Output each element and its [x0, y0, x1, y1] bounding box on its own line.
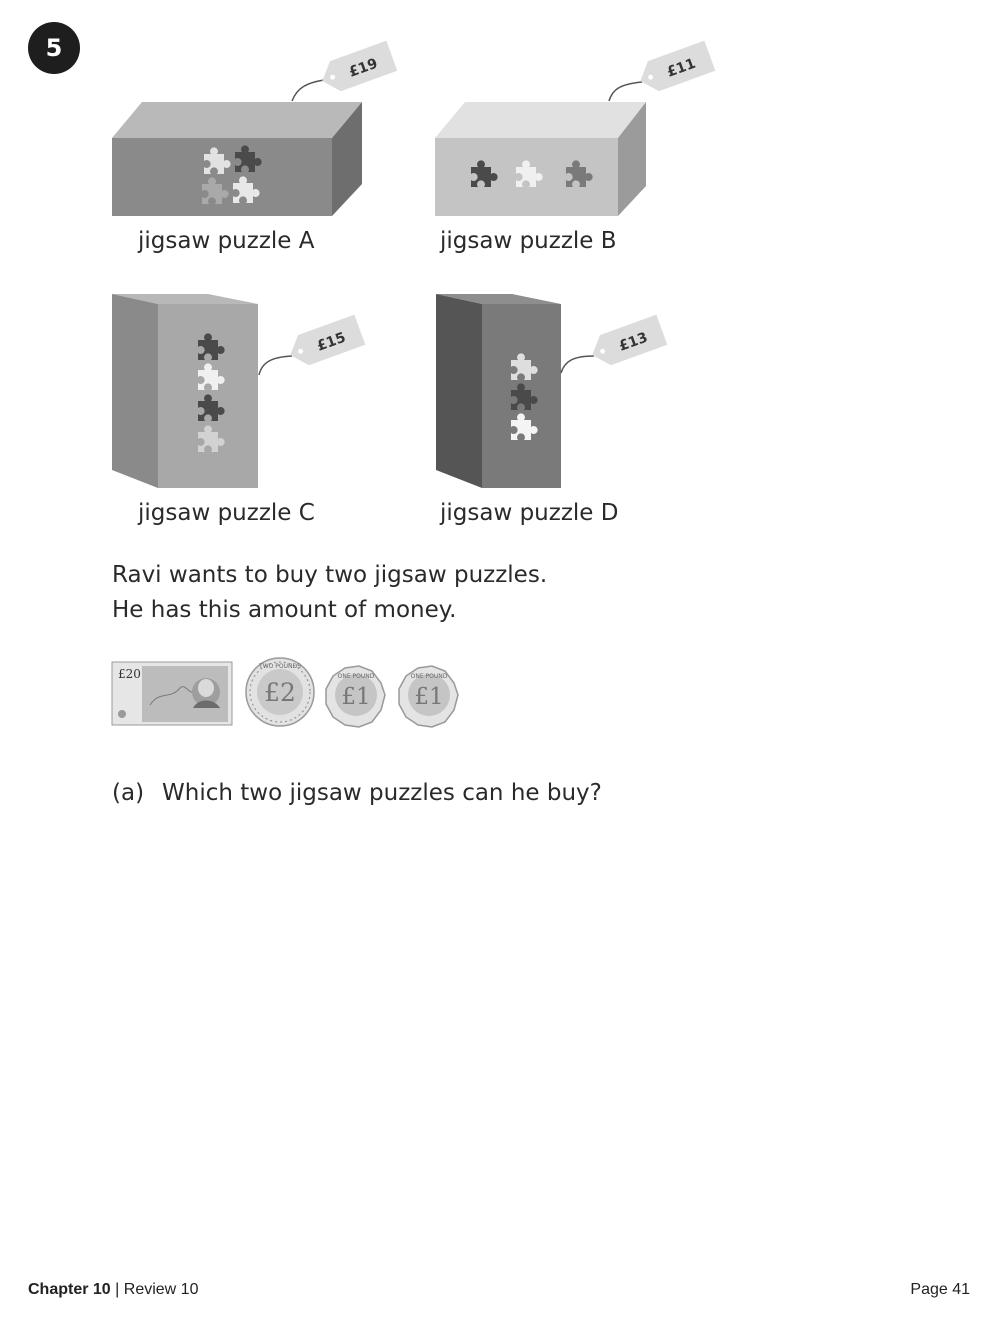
part-a-question: Which two jigsaw puzzles can he buy?	[162, 780, 602, 806]
coin-2-rim-text: ONE POUND	[337, 673, 375, 680]
label-puzzle-b: jigsaw puzzle B	[440, 228, 617, 254]
coin-one-pound-1	[326, 666, 385, 727]
label-puzzle-d: jigsaw puzzle D	[440, 500, 619, 526]
label-puzzle-c: jigsaw puzzle C	[138, 500, 315, 526]
price-tag-c-text: £15	[314, 329, 348, 355]
coin-3-value: £1	[414, 684, 444, 710]
price-tag-d-text: £13	[616, 329, 650, 355]
part-a-label: (a)	[112, 780, 145, 806]
price-tag-b	[635, 41, 715, 96]
footer-page-number: Page 41	[910, 1281, 970, 1298]
coin-two-pounds	[246, 658, 314, 726]
price-tag-c	[285, 315, 365, 370]
coin-1-value: £2	[264, 678, 296, 707]
coin-3-rim-text: ONE POUND	[410, 673, 448, 680]
note-value-text: £20	[118, 667, 141, 681]
box-d-image	[436, 294, 561, 488]
price-tag-b-text: £11	[664, 55, 698, 81]
intro-line-1: Ravi wants to buy two jigsaw puzzles.	[112, 562, 548, 588]
footer-section: Review 10	[123, 1281, 199, 1298]
coin-one-pound-2	[399, 666, 458, 727]
box-a-image	[112, 102, 362, 216]
price-tag-d	[587, 315, 667, 370]
price-tag-a	[317, 41, 397, 96]
coin-2-value: £1	[341, 684, 371, 710]
price-tag-a-text: £19	[346, 55, 380, 81]
question-number-badge: 5	[28, 22, 80, 74]
footer-chapter: Chapter 10	[28, 1281, 111, 1298]
coin-1-rim-text: TWO POUNDS	[259, 663, 301, 670]
twenty-pound-note	[112, 662, 232, 725]
box-b-image	[435, 102, 646, 216]
box-c-image	[112, 294, 258, 488]
footer-separator: |	[115, 1281, 120, 1298]
intro-line-2: He has this amount of money.	[112, 597, 457, 623]
footer-chapter-info	[28, 1281, 198, 1299]
label-puzzle-a: jigsaw puzzle A	[138, 228, 315, 254]
